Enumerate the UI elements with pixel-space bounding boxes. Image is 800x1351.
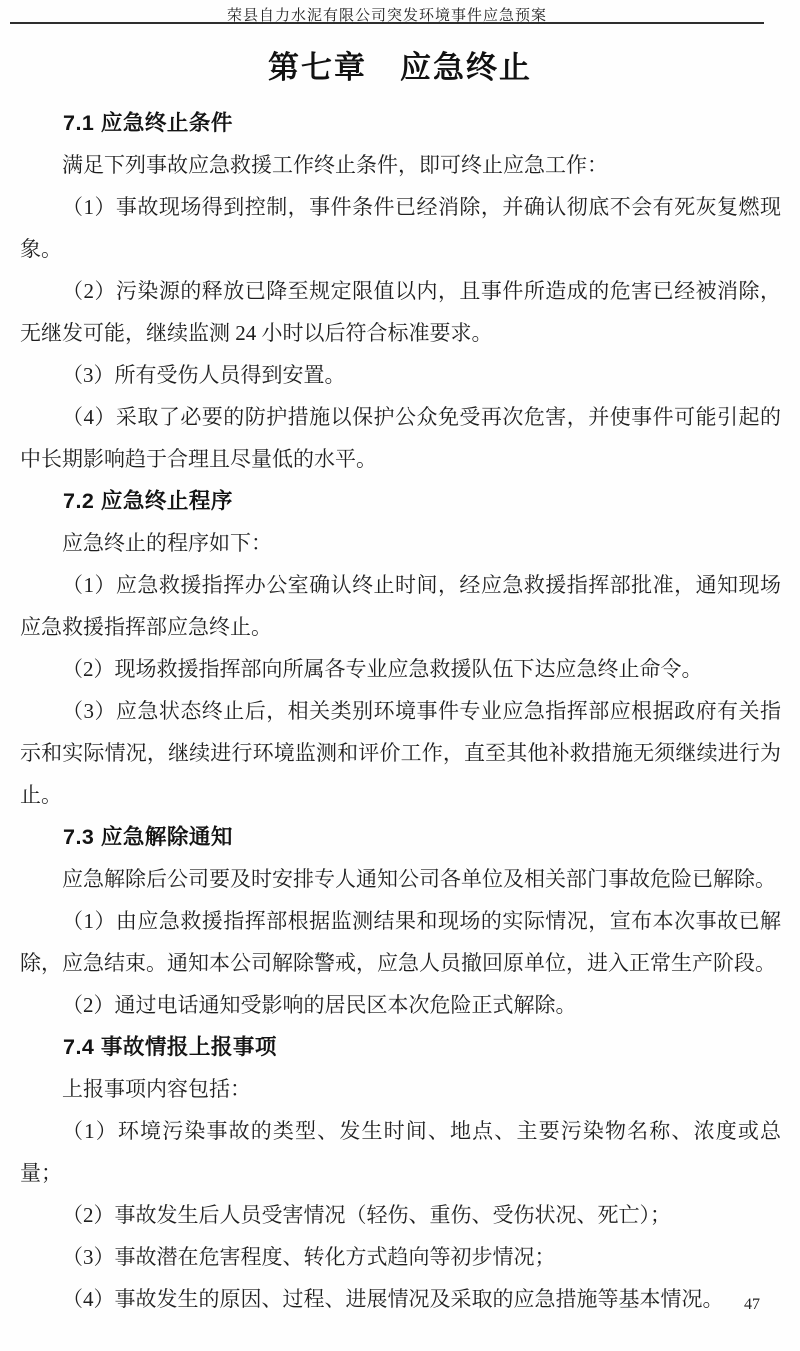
paragraph: （2）事故发生后人员受害情况（轻伤、重伤、受伤状况、死亡）； — [62, 1203, 671, 1227]
paragraph: （1）环境污染事故的类型、发生时间、地点、主要污染物名称、浓度或总量； — [20, 1119, 781, 1185]
section-heading-7-2: 7.2 应急终止程序 — [63, 489, 233, 513]
paragraph: （3）所有受伤人员得到安置。 — [62, 363, 346, 387]
chapter-title: 第七章 应急终止 — [268, 50, 532, 85]
section-heading-7-3: 7.3 应急解除通知 — [63, 825, 233, 849]
running-header — [10, 0, 764, 24]
page-number: 47 — [744, 1296, 760, 1313]
paragraph: （1）事故现场得到控制，事件条件已经消除，并确认彻底不会有死灰复燃现象。 — [20, 195, 781, 261]
paragraph: 应急解除后公司要及时安排专人通知公司各单位及相关部门事故危险已解除。 — [62, 867, 776, 891]
section-heading-7-4: 7.4 事故情报上报事项 — [63, 1035, 277, 1059]
paragraph: （3）事故潜在危害程度、转化方式趋向等初步情况； — [62, 1245, 556, 1269]
section-7-4 — [20, 1026, 781, 1320]
paragraph: （2）通过电话通知受影响的居民区本次危险正式解除。 — [62, 993, 577, 1017]
paragraph: （3）应急状态终止后，相关类别环境事件专业应急指挥部应根据政府有关指示和实际情况，继续进行环境监测和评价工作，直至其他补救措施无须继续进行为止。 — [20, 699, 781, 807]
section-7-2 — [20, 480, 781, 816]
paragraph: （2）污染源的释放已降至规定限值以内，且事件所造成的危害已经被消除，无继发可能，继续监测 24 小时以后符合标准要求。 — [20, 279, 781, 345]
section-7-3 — [20, 816, 781, 1026]
section-7-1 — [20, 102, 781, 480]
paragraph: （2）现场救援指挥部向所属各专业应急救援队伍下达应急终止命令。 — [62, 657, 703, 681]
paragraph: （1）由应急救援指挥部根据监测结果和现场的实际情况，宣布本次事故已解除，应急结束。通知本公司解除警戒，应急人员撤回原单位，进入正常生产阶段。 — [20, 909, 781, 975]
paragraph: 应急终止的程序如下： — [62, 531, 272, 555]
paragraph: （4）事故发生的原因、过程、进展情况及采取的应急措施等基本情况。 — [62, 1287, 724, 1311]
paragraph: （1）应急救援指挥办公室确认终止时间，经应急救援指挥部批准，通知现场应急救援指挥部应急终止。 — [20, 573, 781, 639]
paragraph: （4）采取了必要的防护措施以保护公众免受再次危害，并使事件可能引起的中长期影响趋于合理且尽量低的水平。 — [20, 405, 781, 471]
paragraph: 满足下列事故应急救援工作终止条件，即可终止应急工作： — [62, 153, 608, 177]
section-heading-7-1: 7.1 应急终止条件 — [63, 111, 233, 135]
content — [0, 102, 800, 1320]
running-header-title: 荣县自力水泥有限公司突发环境事件应急预案 — [226, 8, 547, 24]
paragraph: 上报事项内容包括： — [62, 1077, 251, 1101]
